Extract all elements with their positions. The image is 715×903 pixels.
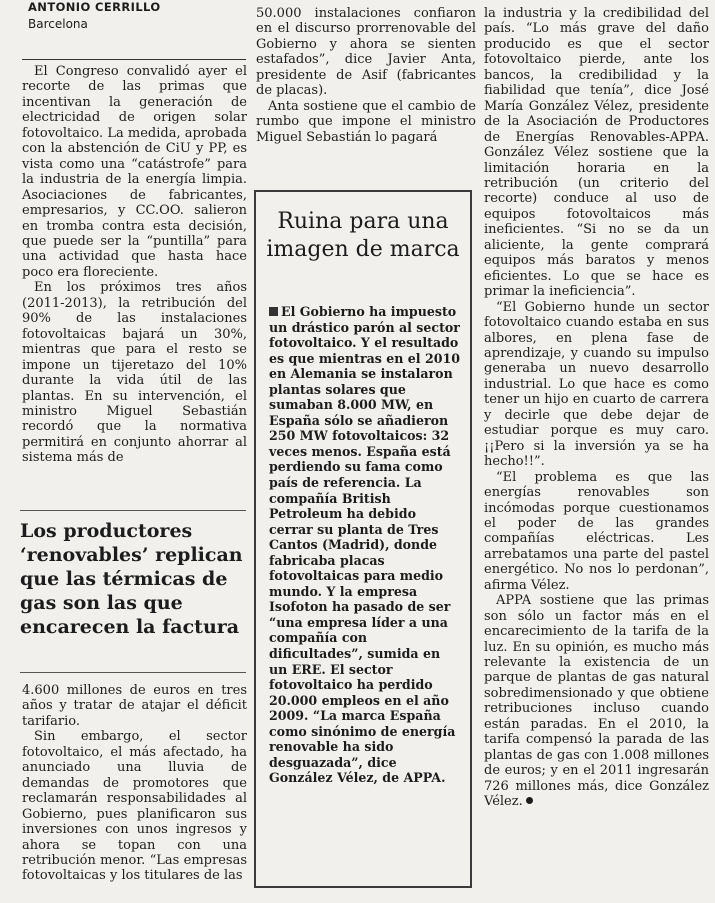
paragraph: Anta sostiene que el cambio de rumbo que impone el ministro Miguel Sebastián lo pagará (256, 98, 476, 145)
headline: Los productores ‘renovables’ replican que las térmicas de gas son las que encarecen la factura (20, 520, 243, 638)
byline-city: Barcelona (28, 17, 88, 31)
byline-author: ANTONIO CERRILLO (28, 0, 161, 14)
last-paragraph-text: APPA sostiene que las primas son sólo un factor más en el encarecimiento de la tarifa de la luz. En su opinión, es mucho más relevante la existencia de un parque de plantas de gas natural sobredimensionado y que obtiene retribuciones incluso cuando están paradas. En el 2010, la tarifa compensó la parada de las plantas de gas con 1.008 millones de euros; y en el 2011 ingresarán 726 millones más, dice González Vélez. (484, 593, 709, 810)
paragraph: Sin embargo, el sector fotovoltaico, el más afectado, ha anunciado una lluvia de demandas de promotores que reclamarán responsabilidades al Gobierno, pues planificaron sus inversiones con unos ingresos y ahora se topan con una retribución menor. “Las empresas fotovoltaicas y los titulares de las (22, 729, 247, 884)
paragraph (484, 593, 709, 809)
paragraph: En los próximos tres años (2011-2013), la retribución del 90% de las instalaciones fotovoltaicas bajará un 30%, mientras que para el resto se impone un tijeretazo del 10% durante la vida útil de las plantas. En su intervención, el ministro Miguel Sebastián recordó que la normativa permitirá en conjunto ahorrar al sistema más de (22, 280, 247, 466)
column-1 (22, 64, 247, 466)
paragraph: 50.000 instalaciones confiaron en el discurso prorrenovable del Gobierno y ahora se sienten estafados”, dice Javier Anta, presidente de Asif (fabricantes de placas). (256, 6, 476, 99)
sidebar-title: Ruina para una imagen de marca (266, 209, 460, 262)
sidebar-text (269, 304, 461, 786)
square-bullet-icon (269, 307, 278, 316)
column-3 (484, 6, 709, 810)
sidebar-body: El Gobierno ha impuesto un drástico parón al sector fotovoltaico. Y el resultado es que mientras en el 2010 en Alemania se instalaron plantas solares que sumaban 8.000 MW, en España sólo se añadieron 250 MW fotovoltaicos: 32 veces menos. España está perdiendo su fama como país de referencia. La compañía British Petroleum ha debido cerrar su planta de Tres Cantos (Madrid), donde fabricaba placas fotovoltaicas para medio mundo. Y la empresa Isofoton ha pasado de ser “una empresa líder a una compañía con dificultades”, sumida en un ERE. El sector fotovoltaico ha perdido 20.000 empleos en el año 2009. “La marca España como sinónimo de energía renovable ha sido desguazada”, dice González Vélez, de APPA. (269, 304, 460, 786)
headline-top-rule (20, 510, 246, 511)
paragraph: “El problema es que las energías renovables son incómodas porque cuestionamos el poder de las grandes compañías eléctricas. Les arrebatamos una parte del pastel energético. No nos lo perdonan”, afirma Vélez. (484, 469, 709, 593)
paragraph: “El Gobierno hunde un sector fotovoltaico cuando estaba en sus albores, en plena fase de aprendizaje, y cuando su impulso generaba un nuevo desarrollo industrial. Lo que hace es como tener un hijo en cuarto de carrera y decirle que debe dejar de estudiar porque es muy caro. ¡¡Pero si la inversión ya se ha hecho!!”. (484, 299, 709, 470)
paragraph: El Congreso convalidó ayer el recorte de las primas que incentivan la generación de electricidad de origen solar fotovoltaico. La medida, aprobada con la abstención de CiU y PP, es vista como una “catástrofe” para la industria de la energía limpia. Asociaciones de fabricantes, empresarios, y CC.OO. salieron en tromba contra esta decisión, que puede ser la “puntilla” para una actividad que hasta hace poco era floreciente. (22, 64, 247, 280)
headline-bottom-rule (20, 672, 246, 673)
byline-rule (22, 59, 246, 60)
end-of-article-icon (526, 797, 533, 804)
column-1-continued (22, 683, 247, 884)
paragraph: la industria y la credibilidad del país. “Lo más grave del daño producido es que el sector fotovoltaico pierde, ante los bancos, la credibilidad y la fiabilidad que tenía”, dice José María González Vélez, presidente de la Asociación de Productores de Energías Renovables-APPA. González Vélez sostiene que la limitación horaria en la retribución (un criterio del recorte) conduce al uso de equipos fotovoltaicos más ineficientes. “Si no se da un aliciente, la gente comprará equipos más baratos y menos eficientes. Lo que se hace es primar la ineficiencia”. (484, 6, 709, 300)
column-2 (256, 6, 476, 145)
paragraph: 4.600 millones de euros en tres años y tratar de atajar el déficit tarifario. (22, 683, 247, 729)
